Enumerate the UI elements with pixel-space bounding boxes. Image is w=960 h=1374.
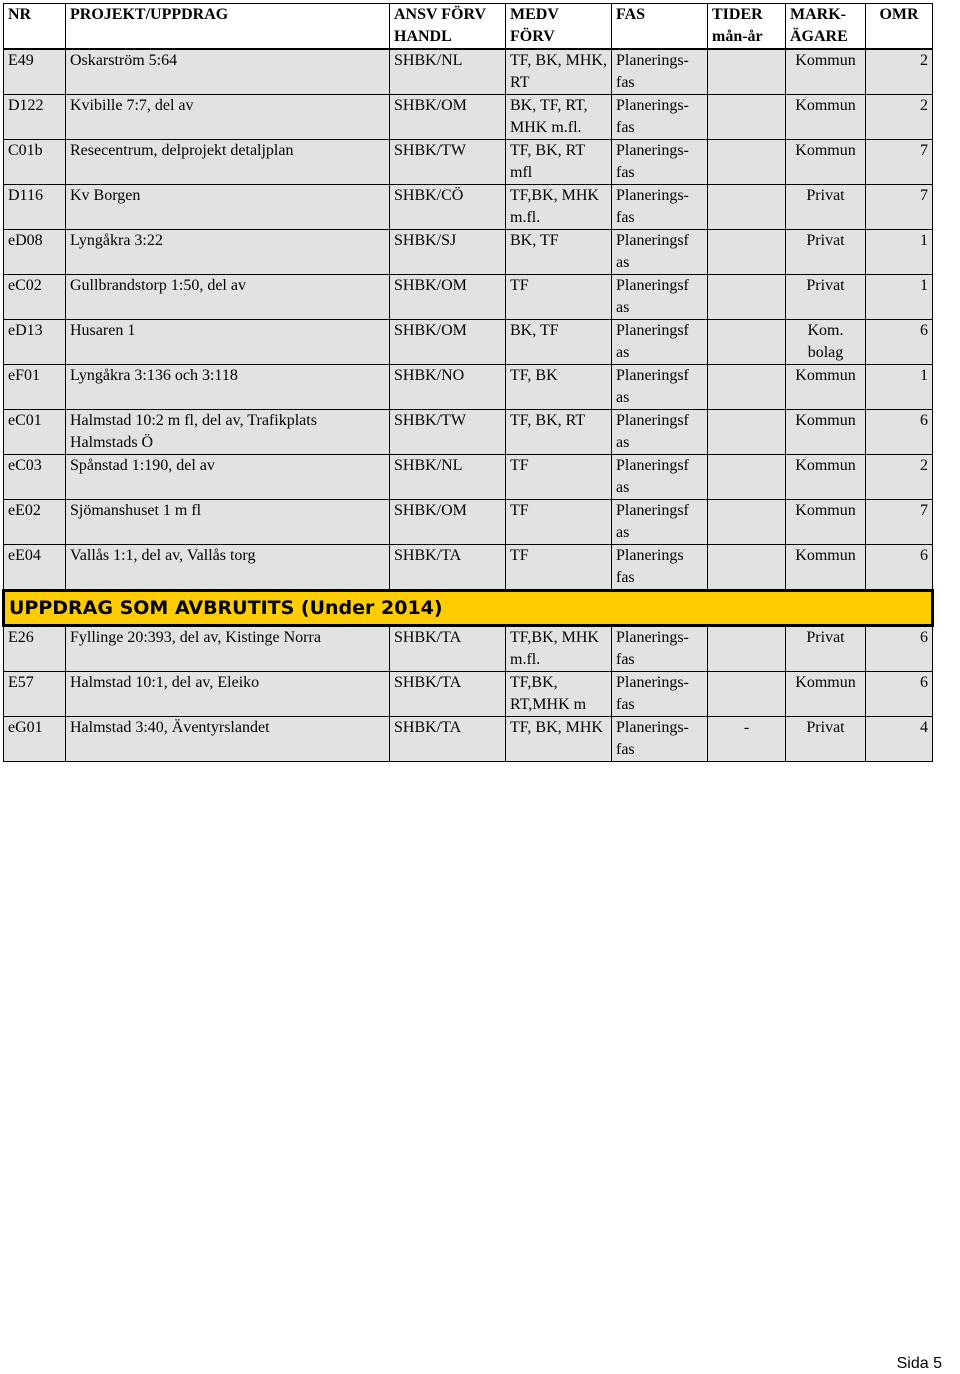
table-row <box>4 410 933 455</box>
cell-ansv: SHBK/CÖ <box>390 185 506 230</box>
cell-markagare: Kommun <box>786 140 866 185</box>
cell-fas: Planeringsf as <box>612 275 708 320</box>
cell-projekt: Fyllinge 20:393, del av, Kistinge Norra <box>66 626 390 672</box>
cell-markagare: Kom. bolag <box>786 320 866 365</box>
table-row <box>4 320 933 365</box>
cell-medv: TF, BK <box>506 365 612 410</box>
cell-tider <box>708 455 786 500</box>
cell-markagare: Kommun <box>786 95 866 140</box>
col-header-tider: TIDER mån-år <box>708 4 786 50</box>
cell-nr: C01b <box>4 140 66 185</box>
cell-ansv: SHBK/TA <box>390 626 506 672</box>
col-header-markagare: MARK- ÄGARE <box>786 4 866 50</box>
cell-nr: D122 <box>4 95 66 140</box>
cell-markagare: Privat <box>786 626 866 672</box>
cell-projekt: Halmstad 10:2 m fl, del av, Trafikplats Halmstads Ö <box>66 410 390 455</box>
cell-medv: BK, TF <box>506 320 612 365</box>
cell-projekt: Resecentrum, delprojekt detaljplan <box>66 140 390 185</box>
active-projects <box>4 49 933 591</box>
cell-nr: eC01 <box>4 410 66 455</box>
cell-projekt: Gullbrandstorp 1:50, del av <box>66 275 390 320</box>
cell-tider <box>708 275 786 320</box>
table-row <box>4 275 933 320</box>
section-divider <box>4 591 933 626</box>
cell-projekt: Vallås 1:1, del av, Vallås torg <box>66 545 390 591</box>
cell-medv: TF, BK, MHK <box>506 717 612 762</box>
cell-omr: 6 <box>866 410 933 455</box>
section-row <box>4 591 933 626</box>
cell-projekt: Kvibille 7:7, del av <box>66 95 390 140</box>
cell-tider <box>708 626 786 672</box>
cell-nr: eG01 <box>4 717 66 762</box>
cell-fas: Planeringsf as <box>612 455 708 500</box>
cell-nr: E57 <box>4 672 66 717</box>
cell-omr: 6 <box>866 672 933 717</box>
cell-omr: 7 <box>866 185 933 230</box>
cell-projekt: Halmstad 10:1, del av, Eleiko <box>66 672 390 717</box>
cell-nr: eD13 <box>4 320 66 365</box>
cell-tider <box>708 185 786 230</box>
cell-nr: eF01 <box>4 365 66 410</box>
cell-omr: 6 <box>866 320 933 365</box>
cell-tider <box>708 500 786 545</box>
cell-tider <box>708 140 786 185</box>
cell-projekt: Lyngåkra 3:136 och 3:118 <box>66 365 390 410</box>
cell-medv: TF, BK, MHK, RT <box>506 49 612 95</box>
cell-markagare: Privat <box>786 185 866 230</box>
cell-projekt: Kv Borgen <box>66 185 390 230</box>
cell-omr: 6 <box>866 545 933 591</box>
cell-markagare: Privat <box>786 717 866 762</box>
cell-fas: Planerings- fas <box>612 140 708 185</box>
cell-projekt: Oskarström 5:64 <box>66 49 390 95</box>
cell-ansv: SHBK/OM <box>390 500 506 545</box>
cell-markagare: Kommun <box>786 500 866 545</box>
cell-markagare: Kommun <box>786 49 866 95</box>
cell-tider: - <box>708 717 786 762</box>
cell-medv: TF, BK, RT mfl <box>506 140 612 185</box>
table-row <box>4 500 933 545</box>
cell-fas: Planeringsf as <box>612 365 708 410</box>
cell-omr: 2 <box>866 95 933 140</box>
cell-ansv: SHBK/TA <box>390 717 506 762</box>
cell-tider <box>708 230 786 275</box>
table-row <box>4 140 933 185</box>
table-row <box>4 230 933 275</box>
cell-tider <box>708 365 786 410</box>
cell-markagare: Kommun <box>786 410 866 455</box>
cell-ansv: SHBK/TW <box>390 140 506 185</box>
col-header-ansv: ANSV FÖRV HANDL <box>390 4 506 50</box>
table-row <box>4 455 933 500</box>
cell-omr: 7 <box>866 500 933 545</box>
cell-markagare: Privat <box>786 275 866 320</box>
cancelled-projects <box>4 626 933 762</box>
cell-tider <box>708 95 786 140</box>
cell-medv: TF,BK, MHK m.fl. <box>506 185 612 230</box>
cell-fas: Planerings- fas <box>612 49 708 95</box>
cell-projekt: Spånstad 1:190, del av <box>66 455 390 500</box>
cell-markagare: Privat <box>786 230 866 275</box>
cell-fas: Planerings fas <box>612 545 708 591</box>
cell-ansv: SHBK/OM <box>390 275 506 320</box>
section-title: UPPDRAG SOM AVBRUTITS (Under 2014) <box>4 591 933 626</box>
table-row <box>4 185 933 230</box>
cell-markagare: Kommun <box>786 365 866 410</box>
cell-fas: Planeringsf as <box>612 320 708 365</box>
cell-medv: TF,BK, RT,MHK m <box>506 672 612 717</box>
cell-nr: eC02 <box>4 275 66 320</box>
cell-tider <box>708 410 786 455</box>
col-header-nr: NR <box>4 4 66 50</box>
cell-nr: eC03 <box>4 455 66 500</box>
col-header-medv: MEDV FÖRV <box>506 4 612 50</box>
cell-medv: TF,BK, MHK m.fl. <box>506 626 612 672</box>
table-row <box>4 545 933 591</box>
cell-fas: Planerings- fas <box>612 185 708 230</box>
cell-medv: TF <box>506 455 612 500</box>
table-row <box>4 672 933 717</box>
cell-nr: E49 <box>4 49 66 95</box>
table-row <box>4 717 933 762</box>
cell-omr: 6 <box>866 626 933 672</box>
cell-ansv: SHBK/SJ <box>390 230 506 275</box>
cell-tider <box>708 545 786 591</box>
cell-fas: Planeringsf as <box>612 230 708 275</box>
cell-tider <box>708 49 786 95</box>
cell-omr: 1 <box>866 230 933 275</box>
cell-medv: TF <box>506 500 612 545</box>
cell-omr: 7 <box>866 140 933 185</box>
col-header-omr: OMR <box>866 4 933 50</box>
table-row <box>4 49 933 95</box>
cell-omr: 1 <box>866 365 933 410</box>
cell-omr: 2 <box>866 455 933 500</box>
cell-projekt: Lyngåkra 3:22 <box>66 230 390 275</box>
cell-fas: Planeringsf as <box>612 410 708 455</box>
cell-medv: BK, TF, RT, MHK m.fl. <box>506 95 612 140</box>
cell-nr: E26 <box>4 626 66 672</box>
table-row <box>4 626 933 672</box>
table-header <box>4 4 933 50</box>
cell-markagare: Kommun <box>786 455 866 500</box>
cell-nr: eE02 <box>4 500 66 545</box>
cell-fas: Planerings- fas <box>612 672 708 717</box>
cell-nr: eE04 <box>4 545 66 591</box>
project-table <box>2 3 934 762</box>
page-number: Sida 5 <box>896 1355 942 1372</box>
cell-ansv: SHBK/OM <box>390 320 506 365</box>
cell-projekt: Sjömanshuset 1 m fl <box>66 500 390 545</box>
cell-medv: TF <box>506 275 612 320</box>
table-row <box>4 365 933 410</box>
cell-ansv: SHBK/NO <box>390 365 506 410</box>
cell-ansv: SHBK/TA <box>390 545 506 591</box>
cell-omr: 4 <box>866 717 933 762</box>
table-row <box>4 95 933 140</box>
cell-ansv: SHBK/TA <box>390 672 506 717</box>
cell-ansv: SHBK/OM <box>390 95 506 140</box>
col-header-projekt: PROJEKT/UPPDRAG <box>66 4 390 50</box>
cell-omr: 2 <box>866 49 933 95</box>
cell-ansv: SHBK/NL <box>390 455 506 500</box>
cell-tider <box>708 672 786 717</box>
cell-fas: Planerings- fas <box>612 95 708 140</box>
cell-markagare: Kommun <box>786 672 866 717</box>
cell-tider <box>708 320 786 365</box>
cell-ansv: SHBK/NL <box>390 49 506 95</box>
cell-markagare: Kommun <box>786 545 866 591</box>
cell-projekt: Husaren 1 <box>66 320 390 365</box>
cell-omr: 1 <box>866 275 933 320</box>
cell-nr: eD08 <box>4 230 66 275</box>
col-header-fas: FAS <box>612 4 708 50</box>
cell-fas: Planerings- fas <box>612 717 708 762</box>
cell-fas: Planeringsf as <box>612 500 708 545</box>
cell-medv: TF <box>506 545 612 591</box>
cell-projekt: Halmstad 3:40, Äventyrslandet <box>66 717 390 762</box>
cell-medv: BK, TF <box>506 230 612 275</box>
cell-ansv: SHBK/TW <box>390 410 506 455</box>
cell-fas: Planerings- fas <box>612 626 708 672</box>
cell-medv: TF, BK, RT <box>506 410 612 455</box>
cell-nr: D116 <box>4 185 66 230</box>
